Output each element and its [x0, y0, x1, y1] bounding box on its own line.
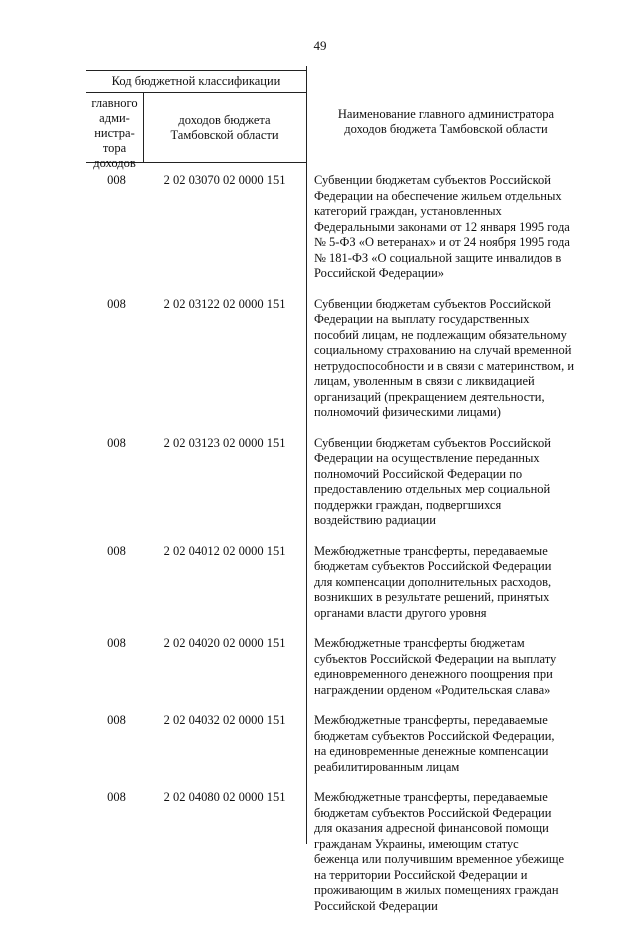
name-line: на территории Российской Федерации и: [314, 867, 528, 882]
name-header-line: доходов бюджета Тамбовской области: [344, 122, 548, 136]
name-line: возникших в результате решений, принятых: [314, 590, 550, 604]
name-line: Субвенции бюджетам субъектов Российской: [314, 296, 551, 311]
admin-code: 008: [107, 636, 126, 650]
income-code: 2 02 03123 02 0000 151: [163, 435, 286, 450]
name-header-line: Наименование главного администратора: [337, 107, 555, 121]
name-line: лицам, уволенным в связи с ликвидацией: [314, 374, 535, 388]
name-line: беженца или получившим временное убежище: [314, 852, 564, 866]
admin-code: 008: [107, 296, 126, 311]
name-line: Субвенции бюджетам субъектов Российской: [314, 173, 551, 187]
name-line: Российской Федерации»: [314, 266, 445, 280]
income-code: 2 02 04012 02 0000 151: [163, 543, 286, 558]
name-line: бюджетам субъектов Российской Федерации: [314, 559, 552, 573]
administrator-name: [306, 436, 576, 529]
name-line: для компенсации дополнительных расходов,: [314, 574, 552, 589]
name-line: Федерации на обеспечение жильем отдельных: [314, 188, 562, 203]
name-line: поддержки граждан, подвергшихся: [314, 497, 502, 512]
name-line: на единовременные денежные компенсации: [314, 744, 549, 758]
admin-header-line: главного: [91, 96, 138, 110]
page-number: 49: [313, 38, 327, 53]
admin-code: 008: [107, 173, 126, 187]
income-header-line: Тамбовской области: [170, 128, 279, 142]
table-row: [86, 790, 586, 914]
name-line: бюджетам субъектов Российской Федерации,: [314, 728, 555, 743]
administrator-name: [306, 713, 576, 775]
admin-code: 008: [107, 435, 126, 450]
name-line: Федерации на выплату государственных: [314, 312, 530, 326]
name-line: полномочий физическими лицами): [314, 405, 501, 419]
income-code: 2 02 03070 02 0000 151: [163, 173, 286, 187]
code-group-header: Код бюджетной классификации: [86, 70, 306, 93]
name-line: предоставлению отдельных мер социальной: [314, 482, 551, 496]
admin-code: 008: [107, 713, 126, 727]
name-line: органами власти другого уровня: [314, 605, 487, 620]
income-header-line: доходов бюджета: [178, 113, 271, 127]
name-line: организаций (прекращением деятельности,: [314, 389, 545, 404]
table-row: [86, 636, 586, 698]
admin-code: 008: [107, 790, 126, 804]
name-line: № 181-ФЗ «О социальной защите инвалидов в: [314, 250, 562, 265]
administrator-name: [306, 790, 576, 914]
name-line: Межбюджетные трансферты бюджетам: [314, 636, 525, 650]
name-line: пособий лицам, не подлежащим обязательному: [314, 327, 567, 342]
name-line: № 5-ФЗ «О ветеранах» и от 24 ноября 1995 года: [314, 235, 570, 249]
name-line: Межбюджетные трансферты, передаваемые: [314, 713, 548, 727]
name-line: субъектов Российской Федерации на выплату: [314, 651, 557, 666]
name-line: Субвенции бюджетам субъектов Российской: [314, 435, 551, 450]
income-code: 2 02 04032 02 0000 151: [163, 713, 286, 727]
table-row: [86, 436, 586, 529]
name-line: проживающим в жилых помещениях граждан: [314, 883, 559, 897]
administrator-name: [306, 297, 576, 421]
table-body: [86, 173, 586, 929]
administrator-name: [306, 173, 576, 282]
table-row: [86, 544, 586, 622]
name-line: награждении орденом «Родительская слава»: [314, 682, 551, 697]
table-row: [86, 713, 586, 775]
table-row: [86, 297, 586, 421]
income-code: 2 02 04020 02 0000 151: [163, 636, 286, 650]
name-line: для оказания адресной финансовой помощи: [314, 821, 549, 835]
name-line: полномочий Российской Федерации по: [314, 466, 523, 481]
table-row: [86, 173, 586, 282]
name-line: Российской Федерации: [314, 898, 438, 913]
name-column-header: [306, 107, 586, 137]
admin-header-line: нистра-: [94, 126, 135, 140]
admin-header-line: адми-: [99, 111, 130, 125]
admin-column-header: [86, 96, 143, 171]
name-line: Федерации на осуществление переданных: [314, 451, 540, 465]
name-line: социальному страхованию на случай временной: [314, 343, 572, 357]
income-code: 2 02 04080 02 0000 151: [163, 790, 286, 804]
administrator-name: [306, 544, 576, 622]
administrator-name: [306, 636, 576, 698]
name-line: категорий граждан, установленных: [314, 204, 502, 218]
name-line: гражданам Украины, имеющим статус: [314, 836, 519, 851]
income-column-header: [143, 113, 306, 143]
admin-header-line: тора: [102, 141, 127, 155]
admin-header-line: доходов: [93, 156, 136, 170]
income-code: 2 02 03122 02 0000 151: [163, 296, 286, 311]
name-line: нетрудоспособности и в связи с материнством, и: [314, 358, 575, 373]
name-line: воздействию радиации: [314, 513, 436, 527]
name-line: Межбюджетные трансферты, передаваемые: [314, 543, 548, 558]
admin-code: 008: [107, 543, 126, 558]
name-line: бюджетам субъектов Российской Федерации: [314, 805, 552, 820]
name-line: единовременного денежного поощрения при: [314, 667, 553, 681]
name-line: Межбюджетные трансферты, передаваемые: [314, 790, 548, 804]
name-line: Федеральными законами от 12 января 1995 года: [314, 219, 570, 234]
name-line: реабилитированным лицам: [314, 759, 460, 774]
